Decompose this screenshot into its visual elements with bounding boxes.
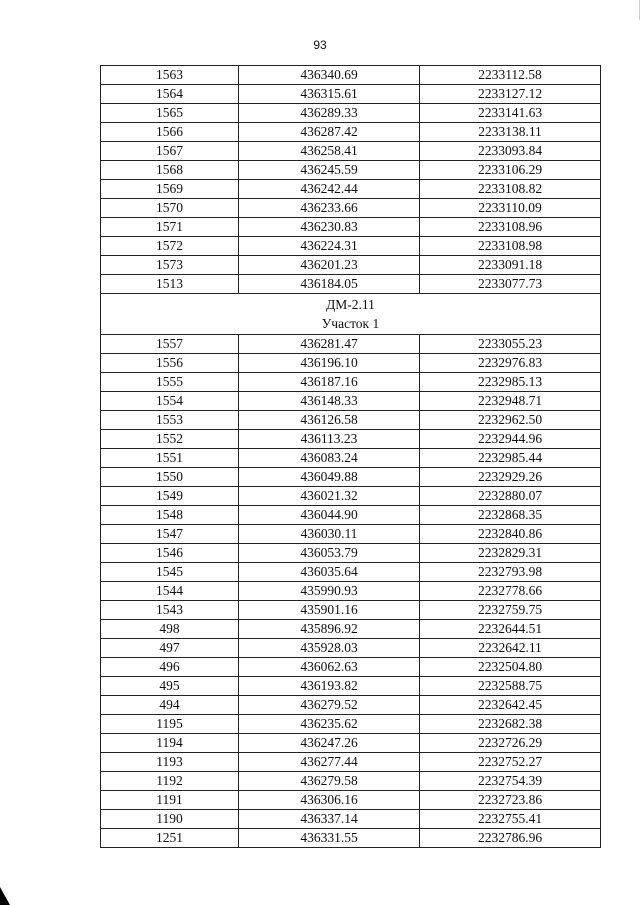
table-row — [101, 275, 601, 294]
table-row — [101, 601, 601, 620]
section-subtitle: Участок 1 — [321, 316, 380, 331]
table-row — [101, 373, 601, 392]
point-number-cell: 1547 — [101, 525, 239, 544]
y-coordinate-cell: 2233108.96 — [420, 218, 601, 237]
y-coordinate-cell: 2233108.82 — [420, 180, 601, 199]
point-number-cell: 494 — [101, 696, 239, 715]
table-row — [101, 506, 601, 525]
x-coordinate-cell: 436126.58 — [239, 411, 420, 430]
y-coordinate-cell: 2232880.07 — [420, 487, 601, 506]
point-number-cell: 497 — [101, 639, 239, 658]
point-number-cell: 1545 — [101, 563, 239, 582]
x-coordinate-cell: 436247.26 — [239, 734, 420, 753]
table-row — [101, 829, 601, 848]
x-coordinate-cell: 436279.52 — [239, 696, 420, 715]
x-coordinate-cell: 436279.58 — [239, 772, 420, 791]
y-coordinate-cell: 2232985.13 — [420, 373, 601, 392]
point-number-cell: 1572 — [101, 237, 239, 256]
point-number-cell: 1513 — [101, 275, 239, 294]
x-coordinate-cell: 436035.64 — [239, 563, 420, 582]
table-row — [101, 449, 601, 468]
x-coordinate-cell: 436083.24 — [239, 449, 420, 468]
page-number: 93 — [313, 38, 327, 52]
point-number-cell: 1571 — [101, 218, 239, 237]
point-number-cell: 495 — [101, 677, 239, 696]
x-coordinate-cell: 436277.44 — [239, 753, 420, 772]
y-coordinate-cell: 2232868.35 — [420, 506, 601, 525]
x-coordinate-cell: 436281.47 — [239, 335, 420, 354]
table-body-before — [101, 66, 601, 294]
table-row — [101, 715, 601, 734]
table-row — [101, 582, 601, 601]
y-coordinate-cell: 2233112.58 — [420, 66, 601, 85]
y-coordinate-cell: 2232778.66 — [420, 582, 601, 601]
y-coordinate-cell: 2232754.39 — [420, 772, 601, 791]
x-coordinate-cell: 436187.16 — [239, 373, 420, 392]
y-coordinate-cell: 2232840.86 — [420, 525, 601, 544]
table-row — [101, 142, 601, 161]
point-number-cell: 1191 — [101, 791, 239, 810]
x-coordinate-cell: 436193.82 — [239, 677, 420, 696]
x-coordinate-cell: 436224.31 — [239, 237, 420, 256]
point-number-cell: 1546 — [101, 544, 239, 563]
point-number-cell: 1551 — [101, 449, 239, 468]
x-coordinate-cell: 435901.16 — [239, 601, 420, 620]
x-coordinate-cell: 436196.10 — [239, 354, 420, 373]
table-row — [101, 180, 601, 199]
table-row — [101, 354, 601, 373]
x-coordinate-cell: 435990.93 — [239, 582, 420, 601]
table-row — [101, 677, 601, 696]
x-coordinate-cell: 436245.59 — [239, 161, 420, 180]
x-coordinate-cell: 436258.41 — [239, 142, 420, 161]
section-header-body — [101, 294, 601, 335]
table-row — [101, 199, 601, 218]
table-row — [101, 734, 601, 753]
x-coordinate-cell: 435928.03 — [239, 639, 420, 658]
y-coordinate-cell: 2233106.29 — [420, 161, 601, 180]
point-number-cell: 1548 — [101, 506, 239, 525]
section-header-row — [101, 294, 601, 335]
y-coordinate-cell: 2232976.83 — [420, 354, 601, 373]
point-number-cell: 1566 — [101, 123, 239, 142]
point-number-cell: 1550 — [101, 468, 239, 487]
x-coordinate-cell: 436062.63 — [239, 658, 420, 677]
point-number-cell: 1563 — [101, 66, 239, 85]
x-coordinate-cell: 436337.14 — [239, 810, 420, 829]
table-row — [101, 161, 601, 180]
coordinates-table — [100, 65, 601, 848]
y-coordinate-cell: 2232829.31 — [420, 544, 601, 563]
x-coordinate-cell: 436021.32 — [239, 487, 420, 506]
point-number-cell: 1554 — [101, 392, 239, 411]
table-row — [101, 104, 601, 123]
table-row — [101, 772, 601, 791]
table-row — [101, 430, 601, 449]
scan-corner-mark — [0, 887, 10, 905]
point-number-cell: 1568 — [101, 161, 239, 180]
x-coordinate-cell: 436289.33 — [239, 104, 420, 123]
x-coordinate-cell: 436201.23 — [239, 256, 420, 275]
table-row — [101, 123, 601, 142]
point-number-cell: 1193 — [101, 753, 239, 772]
y-coordinate-cell: 2233141.63 — [420, 104, 601, 123]
section-title: ДМ-2.11 — [326, 297, 375, 312]
point-number-cell: 1549 — [101, 487, 239, 506]
table-row — [101, 85, 601, 104]
y-coordinate-cell: 2233127.12 — [420, 85, 601, 104]
table-body-after — [101, 335, 601, 848]
point-number-cell: 1553 — [101, 411, 239, 430]
table-row — [101, 335, 601, 354]
y-coordinate-cell: 2233093.84 — [420, 142, 601, 161]
y-coordinate-cell: 2232793.98 — [420, 563, 601, 582]
x-coordinate-cell: 436230.83 — [239, 218, 420, 237]
table-row — [101, 392, 601, 411]
table-row — [101, 810, 601, 829]
point-number-cell: 1565 — [101, 104, 239, 123]
y-coordinate-cell: 2233077.73 — [420, 275, 601, 294]
x-coordinate-cell: 436113.23 — [239, 430, 420, 449]
section-header-cell — [101, 294, 601, 335]
table-row — [101, 218, 601, 237]
table-row — [101, 525, 601, 544]
x-coordinate-cell: 435896.92 — [239, 620, 420, 639]
point-number-cell: 1573 — [101, 256, 239, 275]
y-coordinate-cell: 2232944.96 — [420, 430, 601, 449]
x-coordinate-cell: 436340.69 — [239, 66, 420, 85]
point-number-cell: 496 — [101, 658, 239, 677]
point-number-cell: 1195 — [101, 715, 239, 734]
y-coordinate-cell: 2232642.45 — [420, 696, 601, 715]
x-coordinate-cell: 436287.42 — [239, 123, 420, 142]
table-row — [101, 753, 601, 772]
point-number-cell: 1556 — [101, 354, 239, 373]
y-coordinate-cell: 2232588.75 — [420, 677, 601, 696]
y-coordinate-cell: 2232642.11 — [420, 639, 601, 658]
table-row — [101, 544, 601, 563]
point-number-cell: 1552 — [101, 430, 239, 449]
y-coordinate-cell: 2233055.23 — [420, 335, 601, 354]
point-number-cell: 1194 — [101, 734, 239, 753]
y-coordinate-cell: 2232755.41 — [420, 810, 601, 829]
table-row — [101, 468, 601, 487]
table-row — [101, 620, 601, 639]
x-coordinate-cell: 436148.33 — [239, 392, 420, 411]
point-number-cell: 1190 — [101, 810, 239, 829]
point-number-cell: 1555 — [101, 373, 239, 392]
y-coordinate-cell: 2233108.98 — [420, 237, 601, 256]
y-coordinate-cell: 2232759.75 — [420, 601, 601, 620]
x-coordinate-cell: 436030.11 — [239, 525, 420, 544]
y-coordinate-cell: 2232723.86 — [420, 791, 601, 810]
x-coordinate-cell: 436242.44 — [239, 180, 420, 199]
y-coordinate-cell: 2233110.09 — [420, 199, 601, 218]
y-coordinate-cell: 2232644.51 — [420, 620, 601, 639]
table-row — [101, 639, 601, 658]
y-coordinate-cell: 2232726.29 — [420, 734, 601, 753]
y-coordinate-cell: 2232948.71 — [420, 392, 601, 411]
point-number-cell: 1564 — [101, 85, 239, 104]
table-row — [101, 411, 601, 430]
point-number-cell: 1192 — [101, 772, 239, 791]
y-coordinate-cell: 2232786.96 — [420, 829, 601, 848]
table-row — [101, 658, 601, 677]
table-row — [101, 487, 601, 506]
table-row — [101, 696, 601, 715]
y-coordinate-cell: 2232682.38 — [420, 715, 601, 734]
x-coordinate-cell: 436315.61 — [239, 85, 420, 104]
y-coordinate-cell: 2232752.27 — [420, 753, 601, 772]
x-coordinate-cell: 436053.79 — [239, 544, 420, 563]
table-row — [101, 66, 601, 85]
table-row — [101, 237, 601, 256]
y-coordinate-cell: 2232929.26 — [420, 468, 601, 487]
point-number-cell: 1567 — [101, 142, 239, 161]
point-number-cell: 1251 — [101, 829, 239, 848]
point-number-cell: 1557 — [101, 335, 239, 354]
point-number-cell: 1570 — [101, 199, 239, 218]
point-number-cell: 498 — [101, 620, 239, 639]
x-coordinate-cell: 436184.05 — [239, 275, 420, 294]
x-coordinate-cell: 436331.55 — [239, 829, 420, 848]
x-coordinate-cell: 436044.90 — [239, 506, 420, 525]
y-coordinate-cell: 2232504.80 — [420, 658, 601, 677]
x-coordinate-cell: 436233.66 — [239, 199, 420, 218]
table-row — [101, 563, 601, 582]
y-coordinate-cell: 2232962.50 — [420, 411, 601, 430]
x-coordinate-cell: 436235.62 — [239, 715, 420, 734]
point-number-cell: 1543 — [101, 601, 239, 620]
y-coordinate-cell: 2232985.44 — [420, 449, 601, 468]
table-row — [101, 256, 601, 275]
y-coordinate-cell: 2233091.18 — [420, 256, 601, 275]
y-coordinate-cell: 2233138.11 — [420, 123, 601, 142]
table-row — [101, 791, 601, 810]
x-coordinate-cell: 436306.16 — [239, 791, 420, 810]
x-coordinate-cell: 436049.88 — [239, 468, 420, 487]
point-number-cell: 1569 — [101, 180, 239, 199]
point-number-cell: 1544 — [101, 582, 239, 601]
